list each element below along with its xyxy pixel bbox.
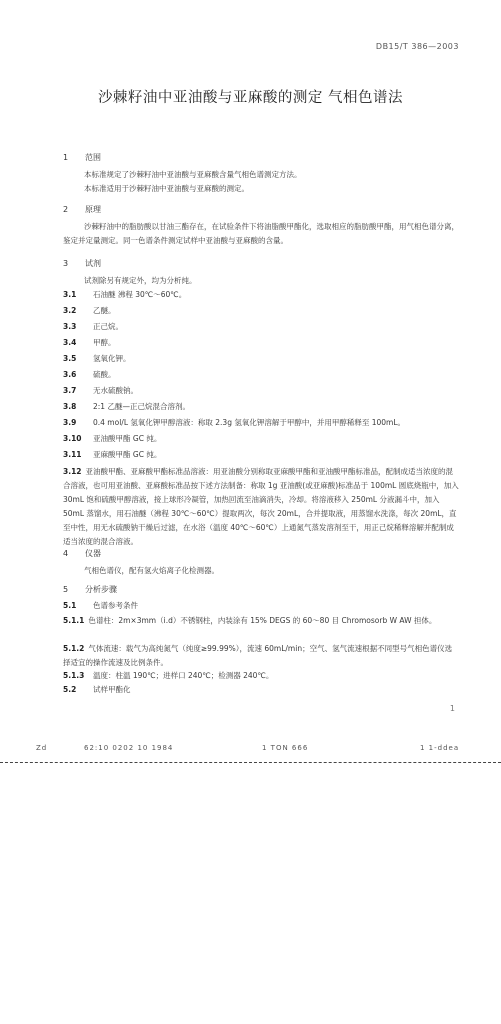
section-title: 分析步骤	[85, 585, 117, 594]
item-text: 硫酸。	[93, 370, 116, 379]
list-item-long	[63, 642, 459, 670]
item-number: 3.12	[63, 467, 82, 476]
section-title: 范围	[85, 153, 101, 162]
item-text: 2:1 乙醚—正己烷混合溶剂。	[93, 402, 190, 411]
list-item	[63, 353, 131, 364]
list-item	[63, 401, 190, 412]
list-item	[63, 369, 116, 380]
footer-date: 62:10 0202 10 1984	[84, 744, 174, 752]
item-text: 温度：柱温 190℃；进样口 240℃；检测器 240℃。	[93, 671, 274, 680]
item-text: 甲醇。	[93, 338, 116, 347]
list-item	[63, 385, 138, 396]
item-text: 0.4 mol/L 氢氧化钾甲醇溶液：称取 2.3g 氢氧化钾溶解于甲醇中，并用甲醇稀释至 100mL。	[93, 418, 406, 427]
item-number: 3.7	[63, 386, 77, 395]
item-number: 5.1.3	[63, 671, 85, 680]
section-number: 1	[63, 153, 69, 162]
section-4-heading	[63, 548, 101, 559]
footer-center: 1 TON 666	[262, 744, 309, 752]
item-number: 3.5	[63, 354, 77, 363]
doc-number: DB15/T 386—2003	[375, 42, 459, 51]
item-number: 3.9	[63, 418, 77, 427]
item-text: 试样甲酯化	[93, 685, 131, 694]
item-text: 氢氧化钾。	[93, 354, 131, 363]
section-2-paragraph: 沙棘籽油中的脂肪酸以甘油三酯存在，在试验条件下将油脂酸甲酯化，选取相应的脂肪酸甲酯，用气相色谱分离，鉴定并定量测定。同一色谱条件测定试样中亚油酸与亚麻酸的含量。	[63, 222, 459, 245]
item-number: 5.1.2	[63, 644, 85, 653]
section-title: 原理	[85, 205, 101, 214]
footer-left: Zd	[36, 744, 48, 752]
list-item	[63, 321, 123, 332]
item-number: 3.6	[63, 370, 77, 379]
item-text: 亚麻酸甲酯 GC 纯。	[93, 450, 162, 459]
item-number: 3.10	[63, 434, 82, 443]
item-number: 3.3	[63, 322, 77, 331]
item-text: 石油醚 沸程 30℃～60℃。	[93, 290, 187, 299]
item-text: 乙醚。	[93, 306, 116, 315]
page-title: 沙棘籽油中亚油酸与亚麻酸的测定 气相色谱法	[97, 90, 404, 106]
section-number: 2	[63, 205, 69, 214]
list-item	[63, 449, 161, 460]
section-number: 4	[63, 549, 69, 558]
item-text: 亚油酸甲酯、亚麻酸甲酯标准品溶液：用亚油酸分别称取亚麻酸甲酯和亚油酸甲酯标准品，配制成适当浓度的混合溶液，也可用亚油酸、亚麻酸标准品按下述方法制备：称取 1g 亚油酸(或亚麻酸)标准品于 100mL 圆底烧瓶中，加入 30mL 饱和硫酸甲醇溶液，接上球形冷凝管，加热回流至油滴消失，冷却。将溶液移入 250mL 分液漏斗中，加入 50mL 蒸馏水，用石油醚（沸程 30℃～60℃）提取两次，每次 20mL，合并提取液，用蒸馏水洗涤，每次 20mL，直至中性，用无水硫酸钠干燥后过滤，在水浴（温度 40℃～60℃）上通氮气蒸发溶剂至干，用正己烷稀释溶解并配制成适当浓度的混合溶液。	[63, 467, 459, 546]
item-text: 气体流速：载气为高纯氮气（纯度≥99.99%），流速 60mL/min；空气、氢气流速根据不同型号气相色谱仪选择适宜的操作流速及比例条件。	[63, 644, 453, 667]
section-title: 仪器	[85, 549, 101, 558]
item-text: 色谱柱：2m×3mm（i.d）不锈钢柱，内装涂有 15% DEGS 的 60～80 目 Chromosorb W AW 担体。	[88, 616, 437, 625]
section-number: 5	[63, 585, 69, 594]
dashed-divider	[0, 762, 501, 763]
footer-right: 1 1-ddea	[420, 744, 460, 752]
section-2-heading	[63, 204, 101, 215]
section-3-intro: 试剂除另有规定外，均为分析纯。	[84, 276, 197, 285]
section-number: 3	[63, 259, 69, 268]
page-number: 1	[449, 704, 455, 713]
section-title: 试剂	[85, 259, 101, 268]
section-4-paragraph: 气相色谱仪，配有氢火焰离子化检测器。	[84, 566, 219, 575]
list-item	[63, 670, 273, 681]
list-item	[63, 417, 405, 428]
item-number: 3.2	[63, 306, 77, 315]
item-number: 5.1	[63, 601, 77, 610]
section-1-paragraph-1: 本标准规定了沙棘籽油中亚油酸与亚麻酸含量气相色谱测定方法。	[84, 170, 302, 179]
section-5-heading	[63, 584, 117, 595]
section-1-paragraph-2: 本标准适用于沙棘籽油中亚油酸与亚麻酸的测定。	[84, 184, 249, 193]
item-text: 色谱参考条件	[93, 601, 138, 610]
list-item-long	[63, 614, 459, 628]
list-item-long	[63, 465, 459, 549]
item-number: 5.2	[63, 685, 77, 694]
list-item	[63, 433, 161, 444]
item-number: 3.11	[63, 450, 82, 459]
item-text: 无水硫酸钠。	[93, 386, 138, 395]
item-text: 正己烷。	[93, 322, 123, 331]
item-number: 3.8	[63, 402, 77, 411]
list-item	[63, 305, 116, 316]
list-item	[63, 684, 131, 695]
item-text: 亚油酸甲酯 GC 纯。	[93, 434, 162, 443]
item-number: 3.4	[63, 338, 77, 347]
list-item	[63, 600, 138, 611]
item-number: 5.1.1	[63, 616, 85, 625]
section-3-heading	[63, 258, 101, 269]
item-number: 3.1	[63, 290, 77, 299]
list-item	[63, 337, 116, 348]
section-1-heading	[63, 152, 101, 163]
list-item	[63, 289, 186, 300]
